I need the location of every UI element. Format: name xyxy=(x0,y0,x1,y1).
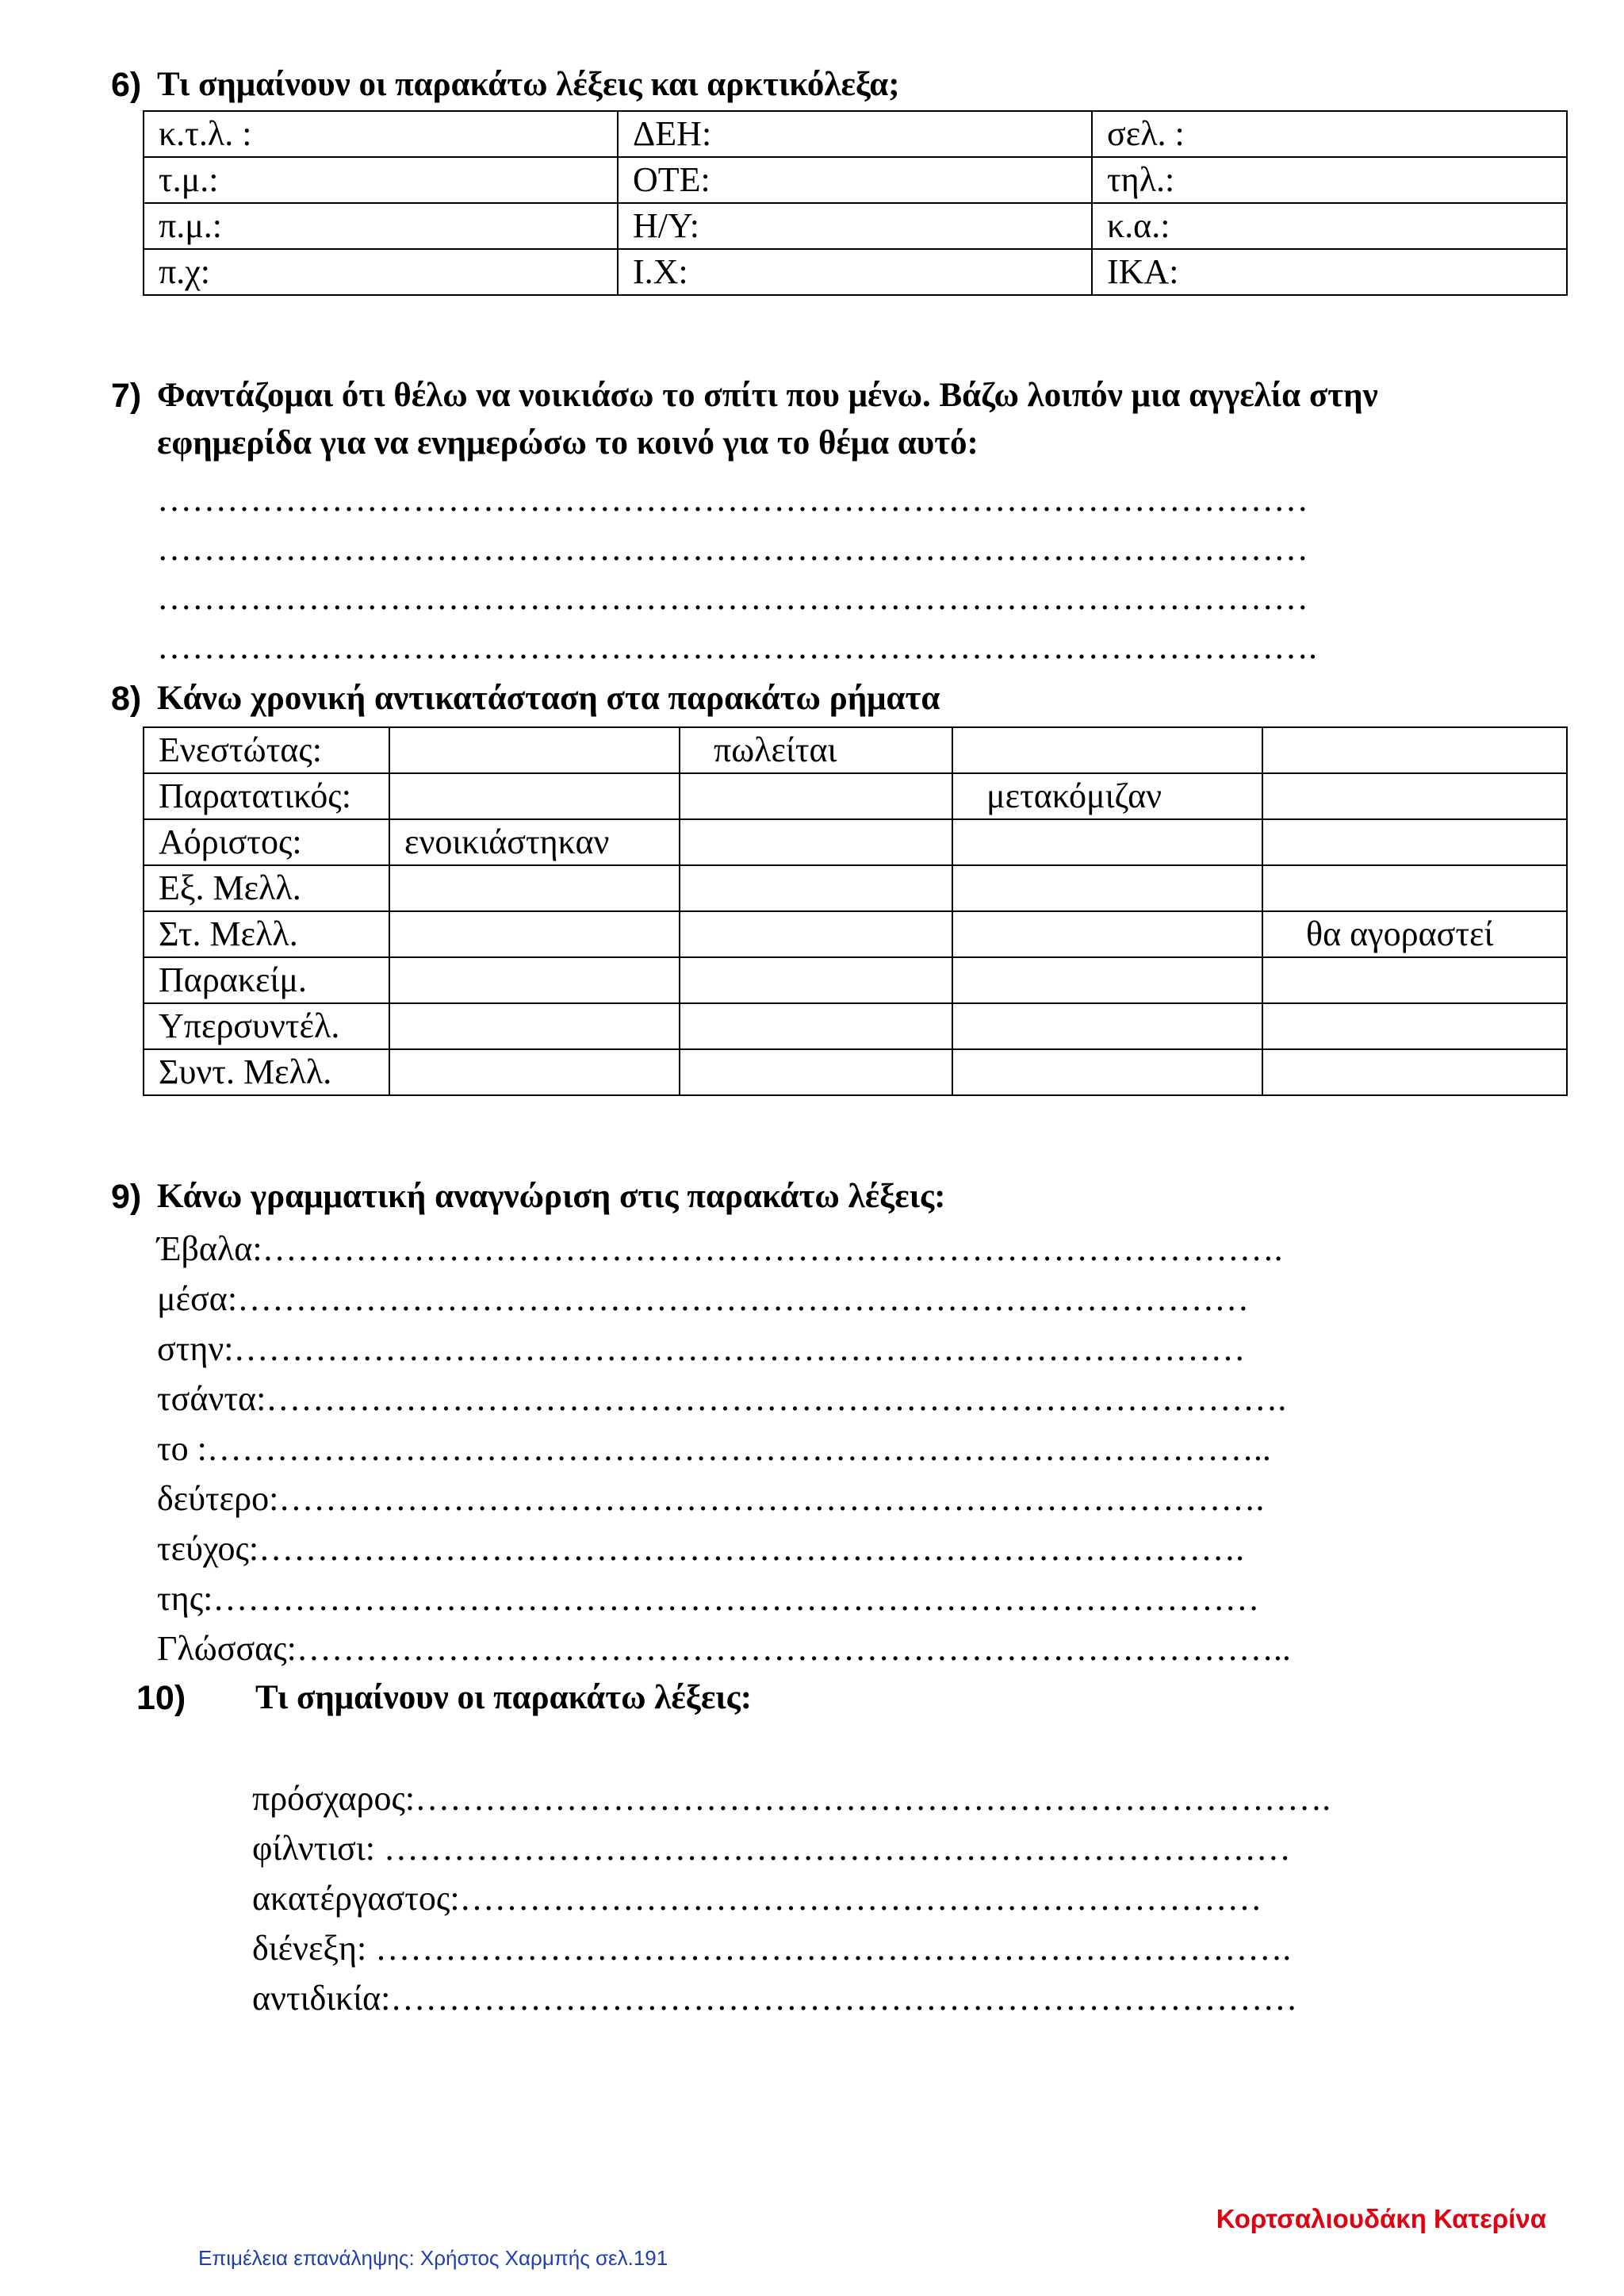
table-cell[interactable] xyxy=(1262,1003,1567,1049)
section-7-heading xyxy=(111,373,1378,419)
section-title: Κάνω γραμματική αναγνώριση στις παρακάτω λέξεις: xyxy=(157,1178,946,1215)
table-cell: κ.α.: xyxy=(1092,203,1567,249)
table-cell[interactable] xyxy=(389,865,680,911)
table-cell[interactable] xyxy=(680,865,952,911)
answer-line[interactable]: στην:…………………………………………………………………………… xyxy=(157,1329,1246,1368)
table-cell[interactable] xyxy=(952,1049,1262,1095)
verb-tense-table xyxy=(143,726,1568,1096)
table-cell: τ.μ.: xyxy=(144,157,618,203)
table-row xyxy=(144,249,1567,295)
section-number: 10) xyxy=(136,1679,186,1717)
section-10-heading xyxy=(136,1675,752,1721)
table-cell[interactable] xyxy=(1262,727,1567,773)
tense-label: Στ. Μελλ. xyxy=(144,911,389,957)
section-title: Τι σημαίνουν οι παρακάτω λέξεις: xyxy=(255,1679,753,1716)
section-number: 7) xyxy=(111,377,142,415)
table-cell[interactable]: ενοικιάστηκαν xyxy=(389,819,680,865)
table-cell: ΟΤΕ: xyxy=(618,157,1092,203)
answer-line[interactable]: τεύχος:…………………………………………………………………………. xyxy=(157,1529,1245,1568)
answer-line[interactable]: ……………………………………………………………………………………… xyxy=(157,480,1308,519)
table-cell[interactable] xyxy=(952,911,1262,957)
table-cell: σελ. : xyxy=(1092,111,1567,157)
answer-line[interactable]: Έβαλα:……………………………………………………………………………. xyxy=(157,1229,1283,1268)
table-cell[interactable] xyxy=(680,1049,952,1095)
tense-label: Συντ. Μελλ. xyxy=(144,1049,389,1095)
answer-line[interactable]: ……………………………………………………………………………………… xyxy=(157,578,1308,617)
table-cell[interactable] xyxy=(952,865,1262,911)
section-9-heading xyxy=(111,1174,945,1220)
table-cell[interactable] xyxy=(680,819,952,865)
table-row xyxy=(144,911,1567,957)
section-title: Φαντάζομαι ότι θέλω να νοικιάσω το σπίτι που μένω. Βάζω λοιπόν μια αγγελία στην xyxy=(157,377,1378,414)
table-cell: ΔΕΗ: xyxy=(618,111,1092,157)
answer-line[interactable]: ακατέργαστος:…………………………………………………………… xyxy=(252,1879,1262,1918)
tense-label: Παρακείμ. xyxy=(144,957,389,1003)
answer-line[interactable]: τσάντα:……………………………………………………………………………. xyxy=(157,1379,1287,1418)
table-cell[interactable] xyxy=(680,957,952,1003)
table-cell: Ι.Χ: xyxy=(618,249,1092,295)
answer-line[interactable]: φίλντισι: …………………………………………………………………… xyxy=(252,1829,1291,1868)
table-cell[interactable]: μετακόμιζαν xyxy=(952,773,1262,819)
table-row xyxy=(144,773,1567,819)
table-cell[interactable] xyxy=(389,773,680,819)
section-number: 8) xyxy=(111,680,142,718)
section-number: 9) xyxy=(111,1178,142,1216)
table-cell[interactable] xyxy=(389,911,680,957)
table-cell[interactable] xyxy=(389,957,680,1003)
table-cell[interactable] xyxy=(389,727,680,773)
answer-line[interactable]: ……………………………………………………………………………………… xyxy=(157,529,1308,568)
table-row xyxy=(144,1003,1567,1049)
table-cell[interactable] xyxy=(952,957,1262,1003)
section-number: 6) xyxy=(111,66,142,104)
section-title: Κάνω χρονική αντικατάσταση στα παρακάτω ρήματα xyxy=(157,680,940,717)
table-cell[interactable] xyxy=(680,773,952,819)
tense-label: Αόριστος: xyxy=(144,819,389,865)
page-credit: Επιμέλεια επανάληψης: Χρήστος Χαρμπής σελ.191 xyxy=(198,2246,668,2270)
table-cell[interactable] xyxy=(680,1003,952,1049)
section-title: Τι σημαίνουν οι παρακάτω λέξεις και αρκτικόλεξα; xyxy=(157,66,900,103)
section-8-heading xyxy=(111,676,940,722)
tense-label: Εξ. Μελλ. xyxy=(144,865,389,911)
table-cell: κ.τ.λ. : xyxy=(144,111,618,157)
table-row xyxy=(144,727,1567,773)
answer-line[interactable]: το :……………………………………………………………………………….. xyxy=(157,1429,1271,1468)
section-6-heading xyxy=(111,62,900,108)
answer-line[interactable]: της:……………………………………………………………………………… xyxy=(157,1579,1260,1618)
table-cell[interactable] xyxy=(1262,773,1567,819)
section-7-heading-line2 xyxy=(157,420,979,466)
table-cell[interactable]: θα αγοραστεί xyxy=(1262,911,1567,957)
table-row xyxy=(144,203,1567,249)
table-cell: Η/Υ: xyxy=(618,203,1092,249)
answer-line[interactable]: μέσα:…………………………………………………………………………… xyxy=(157,1279,1250,1318)
table-cell: ΙΚΑ: xyxy=(1092,249,1567,295)
table-cell[interactable]: πωλείται xyxy=(680,727,952,773)
table-cell: π.χ: xyxy=(144,249,618,295)
table-row xyxy=(144,1049,1567,1095)
table-row xyxy=(144,957,1567,1003)
table-cell[interactable] xyxy=(680,911,952,957)
section-title: εφημερίδα για να ενημερώσω το κοινό για το θέμα αυτό: xyxy=(157,424,979,462)
table-cell[interactable] xyxy=(389,1003,680,1049)
table-cell: π.μ.: xyxy=(144,203,618,249)
table-cell[interactable] xyxy=(952,1003,1262,1049)
answer-line[interactable]: Γλώσσας:………………………………………………………………………….. xyxy=(157,1629,1291,1668)
table-cell[interactable] xyxy=(1262,957,1567,1003)
tense-label: Υπερσυντέλ. xyxy=(144,1003,389,1049)
tense-label: Ενεστώτας: xyxy=(144,727,389,773)
abbreviations-table xyxy=(143,110,1568,296)
table-cell[interactable] xyxy=(1262,865,1567,911)
answer-line[interactable]: διένεξη: ……………………………………………………………………. xyxy=(252,1929,1292,1968)
author-name: Κορτσαλιουδάκη Κατερίνα xyxy=(1216,2204,1546,2233)
table-cell[interactable] xyxy=(952,727,1262,773)
table-row xyxy=(144,111,1567,157)
table-row xyxy=(144,865,1567,911)
tense-label: Παρατατικός: xyxy=(144,773,389,819)
table-cell[interactable] xyxy=(389,1049,680,1095)
answer-line[interactable]: πρόσχαρος:……………………………………………………………………. xyxy=(252,1779,1331,1818)
table-row xyxy=(144,819,1567,865)
table-cell[interactable] xyxy=(1262,1049,1567,1095)
table-cell: τηλ.: xyxy=(1092,157,1567,203)
table-cell[interactable] xyxy=(952,819,1262,865)
answer-line[interactable]: ………………………………………………………………………………………. xyxy=(157,627,1317,666)
table-row xyxy=(144,157,1567,203)
table-cell[interactable] xyxy=(1262,819,1567,865)
answer-line[interactable]: αντιδικία:…………………………………………………………………… xyxy=(252,1979,1298,2018)
answer-line[interactable]: δεύτερο:…………………………………………………………………………. xyxy=(157,1479,1265,1518)
